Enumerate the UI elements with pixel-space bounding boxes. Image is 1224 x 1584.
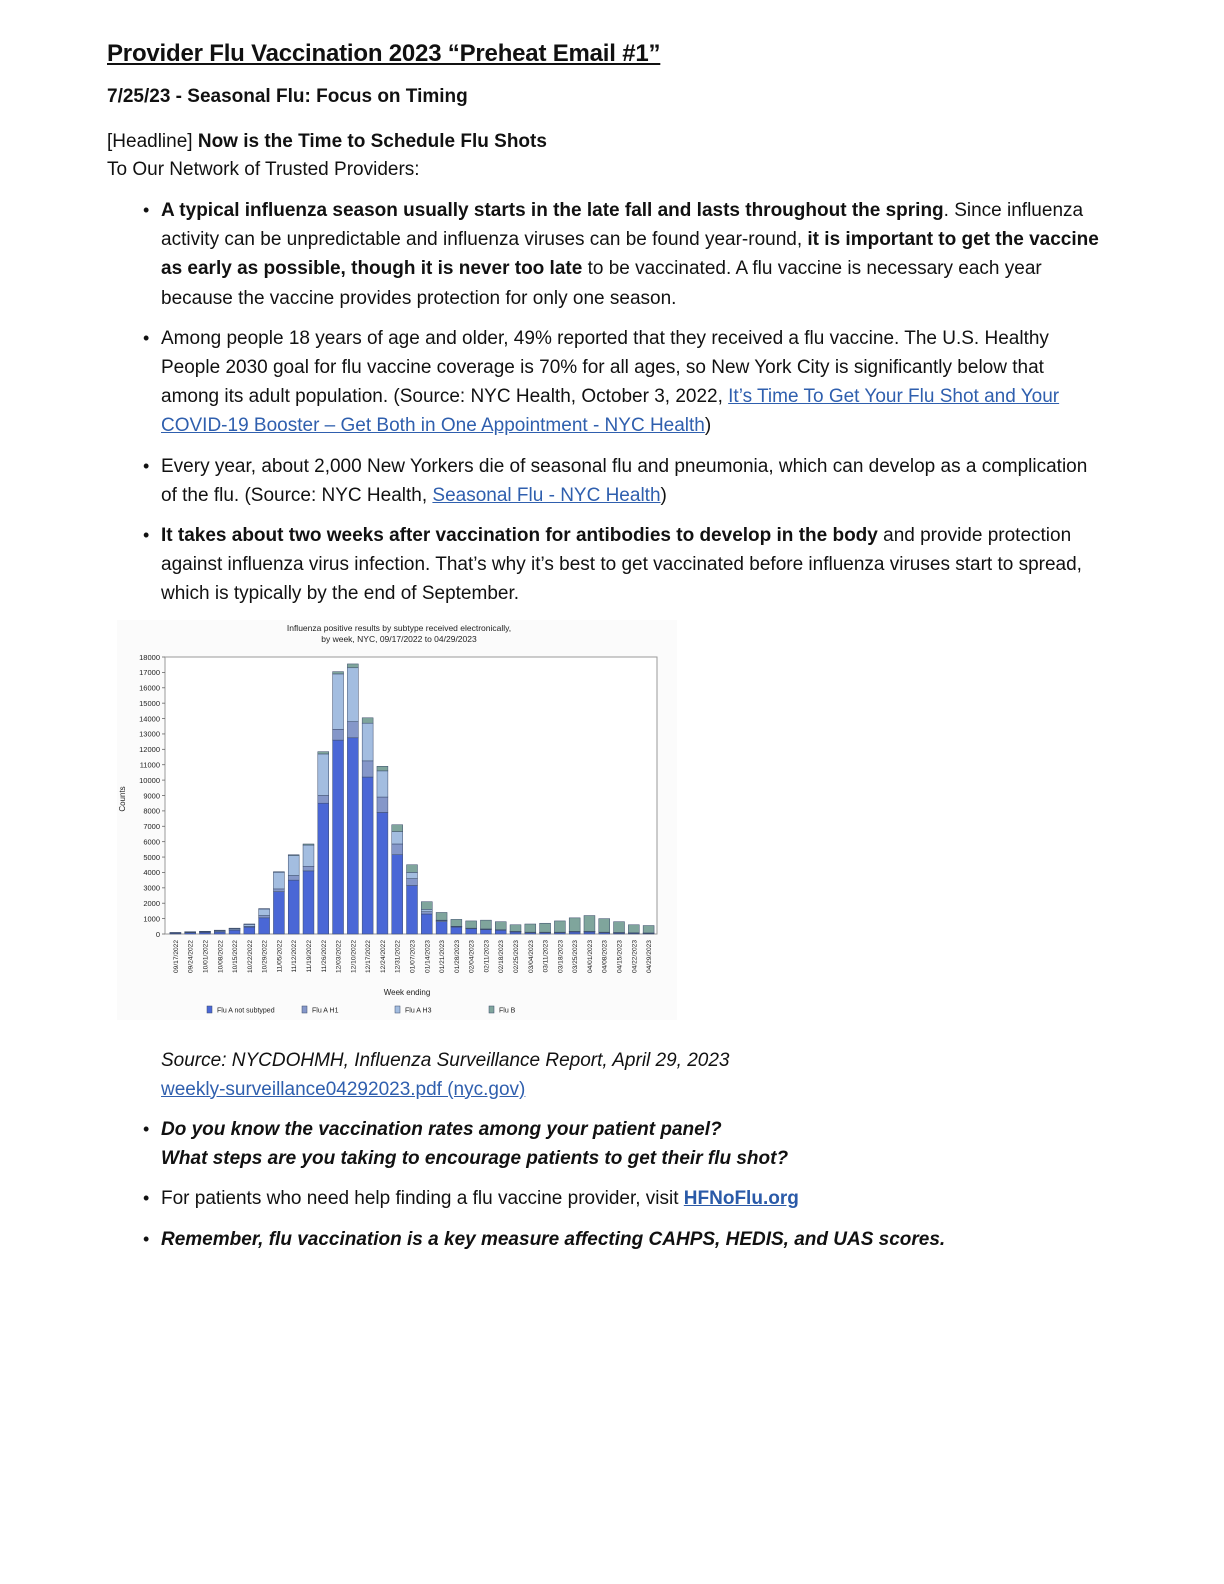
bar-segment-flu-a-h3	[347, 667, 358, 721]
chart-source	[107, 1046, 1107, 1104]
bar-stack	[451, 919, 462, 934]
x-tick-label: 02/11/2023	[483, 939, 491, 973]
hfnoflu-link[interactable]: HFNoFlu.org	[683, 1188, 799, 1210]
y-tick-label: 10000	[139, 775, 160, 785]
y-tick-label: 15000	[139, 698, 160, 708]
bar-segment-flu-a-h3	[303, 845, 314, 866]
document-subtitle: 7/25/23 - Seasonal Flu: Focus on Timing	[107, 86, 468, 107]
bullet-item-find-provider	[107, 1184, 1107, 1213]
bullet-icon: •	[143, 200, 150, 220]
bar-stack	[584, 915, 595, 933]
legend-swatch	[395, 1006, 400, 1013]
bar-segment-flu-b	[436, 912, 447, 920]
bar-segment-flu-a-h1	[273, 889, 284, 892]
x-tick-label: 01/07/2023	[409, 939, 417, 973]
bar-segment-flu-a-h1	[288, 875, 299, 880]
bar-segment-flu-a-not-subtyped	[421, 914, 432, 934]
surveillance-report-link[interactable]: weekly-surveillance04292023.pdf (nyc.gov)	[161, 1078, 526, 1100]
headline-line	[107, 128, 1107, 156]
bar-segment-flu-a-not-subtyped	[333, 740, 344, 934]
bar-segment-flu-a-h3	[288, 855, 299, 875]
bullet-item-questions	[107, 1115, 1107, 1173]
x-tick-label: 02/04/2023	[468, 939, 476, 973]
bar-segment-flu-a-h3	[318, 754, 329, 796]
bar-segment-flu-a-not-subtyped	[451, 927, 462, 934]
x-tick-label: 11/12/2022	[291, 939, 299, 973]
body-text: and provide protection against influenza virus infection. That’s why it’s best to get vaccinated before influenza viruses start to spread, which is typically by the end of September.	[161, 525, 1082, 605]
x-tick-label: 10/29/2022	[261, 939, 269, 973]
bar-stack	[362, 717, 373, 933]
bar-segment-flu-a-h3	[421, 909, 432, 911]
bar-stack	[273, 871, 284, 933]
bar-stack	[614, 921, 625, 933]
bar-stack	[599, 918, 610, 933]
body-text: . Since influenza activity can be unpredictable and influenza viruses can be found year-round,	[161, 200, 1084, 251]
legend-label: Flu B	[499, 1007, 516, 1015]
document-page	[107, 38, 1107, 1265]
bar-segment-flu-a-not-subtyped	[318, 803, 329, 934]
bar-segment-flu-b	[421, 901, 432, 909]
bar-stack	[303, 844, 314, 934]
bar-stack	[495, 921, 506, 933]
bar-segment-flu-a-not-subtyped	[480, 929, 491, 934]
flu-chart	[117, 620, 677, 1020]
bar-segment-flu-b	[614, 921, 625, 932]
bar-segment-flu-a-not-subtyped	[259, 917, 270, 933]
bar-segment-flu-a-not-subtyped	[303, 871, 314, 934]
bar-segment-flu-b	[495, 921, 506, 929]
flu-chart-svg	[117, 620, 677, 1020]
bar-segment-flu-b	[599, 918, 610, 932]
bar-segment-flu-a-not-subtyped	[495, 930, 506, 934]
bar-segment-flu-b	[199, 931, 210, 932]
y-tick-label: 12000	[139, 744, 160, 754]
bar-segment-flu-b	[584, 915, 595, 931]
body-text: )	[704, 415, 712, 437]
question-text: Do you know the vaccination rates among your patient panel?	[161, 1119, 722, 1141]
x-tick-label: 10/22/2022	[246, 939, 254, 973]
bar-segment-flu-b	[229, 928, 240, 929]
greeting: To Our Network of Trusted Providers:	[107, 159, 420, 180]
bar-segment-flu-b	[377, 766, 388, 771]
legend-swatch	[302, 1006, 307, 1013]
bar-segment-flu-b	[554, 921, 565, 932]
bar-segment-flu-b	[643, 925, 654, 932]
bar-segment-flu-a-not-subtyped	[244, 927, 255, 934]
bold-text: A typical influenza season usually starts in the late fall and lasts throughout the spring	[161, 200, 944, 221]
bar-segment-flu-a-h1	[362, 761, 373, 777]
bullet-icon: •	[143, 525, 150, 546]
bar-stack	[569, 917, 580, 933]
bar-segment-flu-a-not-subtyped	[377, 812, 388, 934]
x-tick-label: 11/19/2022	[305, 939, 313, 973]
bar-segment-flu-a-not-subtyped	[436, 921, 447, 933]
x-tick-label: 09/17/2022	[172, 939, 180, 973]
y-tick-label: 9000	[143, 790, 160, 800]
bar-segment-flu-a-h3	[333, 674, 344, 729]
bar-segment-flu-a-not-subtyped	[273, 891, 284, 933]
bullet-item-antibodies	[107, 521, 1107, 609]
y-axis-label: Counts	[118, 785, 127, 812]
bar-stack	[229, 928, 240, 934]
bar-segment-flu-b	[347, 664, 358, 668]
x-tick-label: 04/15/2023	[616, 939, 624, 973]
y-tick-label: 14000	[139, 713, 160, 723]
legend-item	[207, 1006, 275, 1015]
bar-segment-flu-b	[466, 921, 477, 928]
x-tick-label: 02/25/2023	[513, 939, 521, 973]
bar-segment-flu-b	[333, 671, 344, 673]
bar-stack	[318, 751, 329, 933]
bar-segment-flu-a-h3	[273, 872, 284, 889]
bar-stack	[244, 924, 255, 934]
body-text: to be vaccinated. A flu vaccine is necessary each year because the vaccine provides protection for only one season.	[161, 258, 1042, 309]
x-tick-label: 11/26/2022	[320, 939, 328, 973]
bar-stack	[377, 766, 388, 934]
chart-title: Influenza positive results by subtype received electronically,	[286, 622, 512, 633]
legend-label: Flu A H1	[312, 1007, 339, 1015]
bullet-item-coverage	[107, 324, 1107, 441]
bar-stack	[333, 671, 344, 933]
bar-segment-flu-a-h1	[407, 878, 418, 885]
bar-segment-flu-b	[273, 871, 284, 872]
bar-stack	[288, 854, 299, 933]
y-tick-label: 11000	[139, 760, 160, 770]
headline-tag: [Headline]	[107, 131, 193, 152]
x-tick-label: 09/24/2022	[187, 939, 195, 973]
y-tick-label: 17000	[139, 667, 160, 677]
bar-segment-flu-b	[569, 917, 580, 931]
legend-swatch	[489, 1006, 494, 1013]
y-tick-label: 18000	[139, 652, 160, 662]
bullet-item-deaths	[107, 452, 1107, 510]
bar-segment-flu-b	[628, 924, 639, 932]
nyc-health-flu-covid-link[interactable]: It’s Time To Get Your Flu Shot and Your COVID-19 Booster – Get Both in One Appointment - NYC Health	[161, 386, 1060, 437]
bar-stack	[628, 924, 639, 933]
bullet-icon: •	[143, 1228, 150, 1249]
source-text: Source: NYCDOHMH, Influenza Surveillance Report, April 29, 2023	[161, 1049, 730, 1071]
x-tick-label: 04/01/2023	[586, 939, 594, 973]
y-tick-label: 1000	[143, 914, 160, 924]
x-tick-label: 12/03/2022	[335, 939, 343, 973]
bar-segment-flu-a-h1	[377, 797, 388, 812]
y-tick-label: 7000	[143, 821, 160, 831]
bar-segment-flu-a-h1	[333, 729, 344, 740]
x-tick-label: 03/25/2023	[572, 939, 580, 973]
chart-subtitle: by week, NYC, 09/17/2022 to 04/29/2023	[321, 633, 477, 644]
bar-segment-flu-b	[407, 864, 418, 872]
bar-segment-flu-a-h3	[362, 723, 373, 761]
bar-stack	[510, 924, 521, 933]
bar-segment-flu-b	[540, 923, 551, 932]
bar-stack	[540, 923, 551, 934]
y-tick-label: 16000	[139, 683, 160, 693]
x-tick-label: 11/05/2022	[276, 939, 284, 973]
bar-segment-flu-a-not-subtyped	[288, 880, 299, 934]
bar-stack	[480, 920, 491, 934]
x-tick-label: 01/21/2023	[439, 939, 447, 973]
bold-text: it is important to get the vaccine as early as possible, though it is never too late	[161, 229, 1099, 280]
question-text: What steps are you taking to encourage patients to get their flu shot?	[161, 1148, 789, 1170]
x-tick-label: 03/18/2023	[557, 939, 565, 973]
x-tick-label: 02/18/2023	[498, 939, 506, 973]
bar-segment-flu-a-not-subtyped	[362, 777, 373, 934]
x-tick-label: 12/31/2022	[394, 939, 402, 973]
bar-segment-flu-b	[510, 924, 521, 931]
bar-segment-flu-b	[525, 924, 536, 932]
bullet-list-2	[107, 1115, 1107, 1254]
bar-segment-flu-b	[214, 930, 225, 931]
bar-segment-flu-a-not-subtyped	[407, 885, 418, 933]
headline-text: Now is the Time to Schedule Flu Shots	[197, 131, 547, 152]
legend-item	[489, 1006, 516, 1015]
bullet-item-reminder	[107, 1225, 1107, 1254]
bar-stack	[436, 912, 447, 934]
x-tick-label: 03/04/2023	[527, 939, 535, 973]
bar-segment-flu-b	[392, 824, 403, 831]
bullet-icon: •	[143, 327, 150, 348]
bar-stack	[407, 864, 418, 933]
bar-segment-flu-b	[480, 920, 491, 929]
bar-segment-flu-b	[318, 751, 329, 753]
bar-segment-flu-a-h3	[259, 909, 270, 916]
x-tick-label: 01/28/2023	[453, 939, 461, 973]
bar-segment-flu-a-h1	[259, 915, 270, 917]
x-tick-label: 04/08/2023	[601, 939, 609, 973]
bar-segment-flu-b	[288, 854, 299, 855]
x-tick-label: 12/17/2022	[365, 939, 373, 973]
bar-segment-flu-b	[170, 932, 181, 933]
bar-segment-flu-a-not-subtyped	[347, 737, 358, 933]
bar-segment-flu-a-h1	[392, 844, 403, 855]
x-axis-label: Week ending	[383, 987, 431, 997]
bar-segment-flu-a-h1	[303, 866, 314, 871]
bar-segment-flu-b	[303, 844, 314, 845]
bullet-icon: •	[143, 1119, 150, 1140]
bar-stack	[421, 901, 432, 933]
y-tick-label: 5000	[143, 852, 160, 862]
bar-stack	[259, 908, 270, 933]
y-tick-label: 13000	[139, 729, 160, 739]
bar-segment-flu-a-h1	[347, 721, 358, 737]
x-tick-label: 10/15/2022	[232, 939, 240, 973]
bold-text: It takes about two weeks after vaccination for antibodies to develop in the body	[161, 525, 878, 547]
x-tick-label: 10/01/2022	[202, 939, 210, 973]
body-text: Every year, about 2,000 New Yorkers die of seasonal flu and pneumonia, which can develop as a complication of the flu. (Source: NYC Health,	[161, 455, 1088, 506]
bar-segment-flu-b	[451, 919, 462, 926]
seasonal-flu-link[interactable]: Seasonal Flu - NYC Health	[432, 484, 661, 506]
body-text: Among people 18 years of age and older, 49% reported that they received a flu vaccine. The U.S. Healthy People 2030 goal for flu vaccine coverage is 70% for all ages, so New York City is significantly below that among its adult population. (Source: NYC Health, October 3, 2022,	[161, 327, 1049, 408]
bar-segment-flu-a-h1	[421, 911, 432, 913]
bar-stack	[643, 925, 654, 933]
x-tick-label: 12/24/2022	[379, 939, 387, 973]
x-tick-label: 10/08/2022	[217, 939, 225, 973]
bar-segment-flu-a-h3	[392, 831, 403, 843]
bullet-item-season	[107, 196, 1107, 313]
y-tick-label: 6000	[143, 837, 160, 847]
legend-label: Flu A not subtyped	[217, 1007, 275, 1015]
x-tick-label: 04/22/2023	[631, 939, 639, 973]
bar-segment-flu-a-not-subtyped	[466, 928, 477, 933]
bar-stack	[199, 931, 210, 934]
y-tick-label: 4000	[143, 867, 160, 877]
bar-stack	[466, 921, 477, 934]
bar-segment-flu-a-h3	[407, 872, 418, 878]
legend-swatch	[207, 1006, 212, 1013]
bar-segment-flu-b	[185, 931, 196, 932]
bullet-icon: •	[143, 455, 150, 476]
y-tick-label: 0	[155, 929, 160, 939]
bullet-list	[107, 196, 1107, 609]
x-tick-label: 03/11/2023	[542, 939, 550, 973]
bar-segment-flu-b	[362, 717, 373, 722]
body-text: For patients who need help finding a flu vaccine provider, visit	[161, 1188, 684, 1210]
bar-stack	[347, 664, 358, 934]
x-tick-label: 01/14/2023	[424, 939, 432, 973]
y-tick-label: 2000	[143, 898, 160, 908]
bar-segment-flu-b	[244, 924, 255, 925]
y-tick-label: 8000	[143, 806, 160, 816]
bar-stack	[525, 924, 536, 934]
y-tick-label: 3000	[143, 883, 160, 893]
x-tick-label: 04/29/2023	[646, 939, 654, 973]
bar-stack	[185, 931, 196, 933]
bar-segment-flu-a-h3	[377, 771, 388, 797]
bar-stack	[554, 921, 565, 934]
bar-stack	[170, 932, 181, 934]
legend-label: Flu A H3	[405, 1007, 432, 1015]
bar-segment-flu-b	[259, 908, 270, 909]
x-tick-label: 12/10/2022	[350, 939, 358, 973]
bar-stack	[214, 930, 225, 934]
bar-segment-flu-a-not-subtyped	[229, 930, 240, 934]
bullet-icon: •	[143, 1188, 150, 1209]
reminder-text: Remember, flu vaccination is a key measure affecting CAHPS, HEDIS, and UAS scores.	[161, 1228, 946, 1250]
bar-segment-flu-a-not-subtyped	[392, 854, 403, 933]
bar-stack	[392, 824, 403, 933]
body-text: )	[660, 484, 667, 506]
bar-segment-flu-a-h1	[318, 795, 329, 803]
document-title: Provider Flu Vaccination 2023 “Preheat Email #1”	[107, 40, 661, 67]
